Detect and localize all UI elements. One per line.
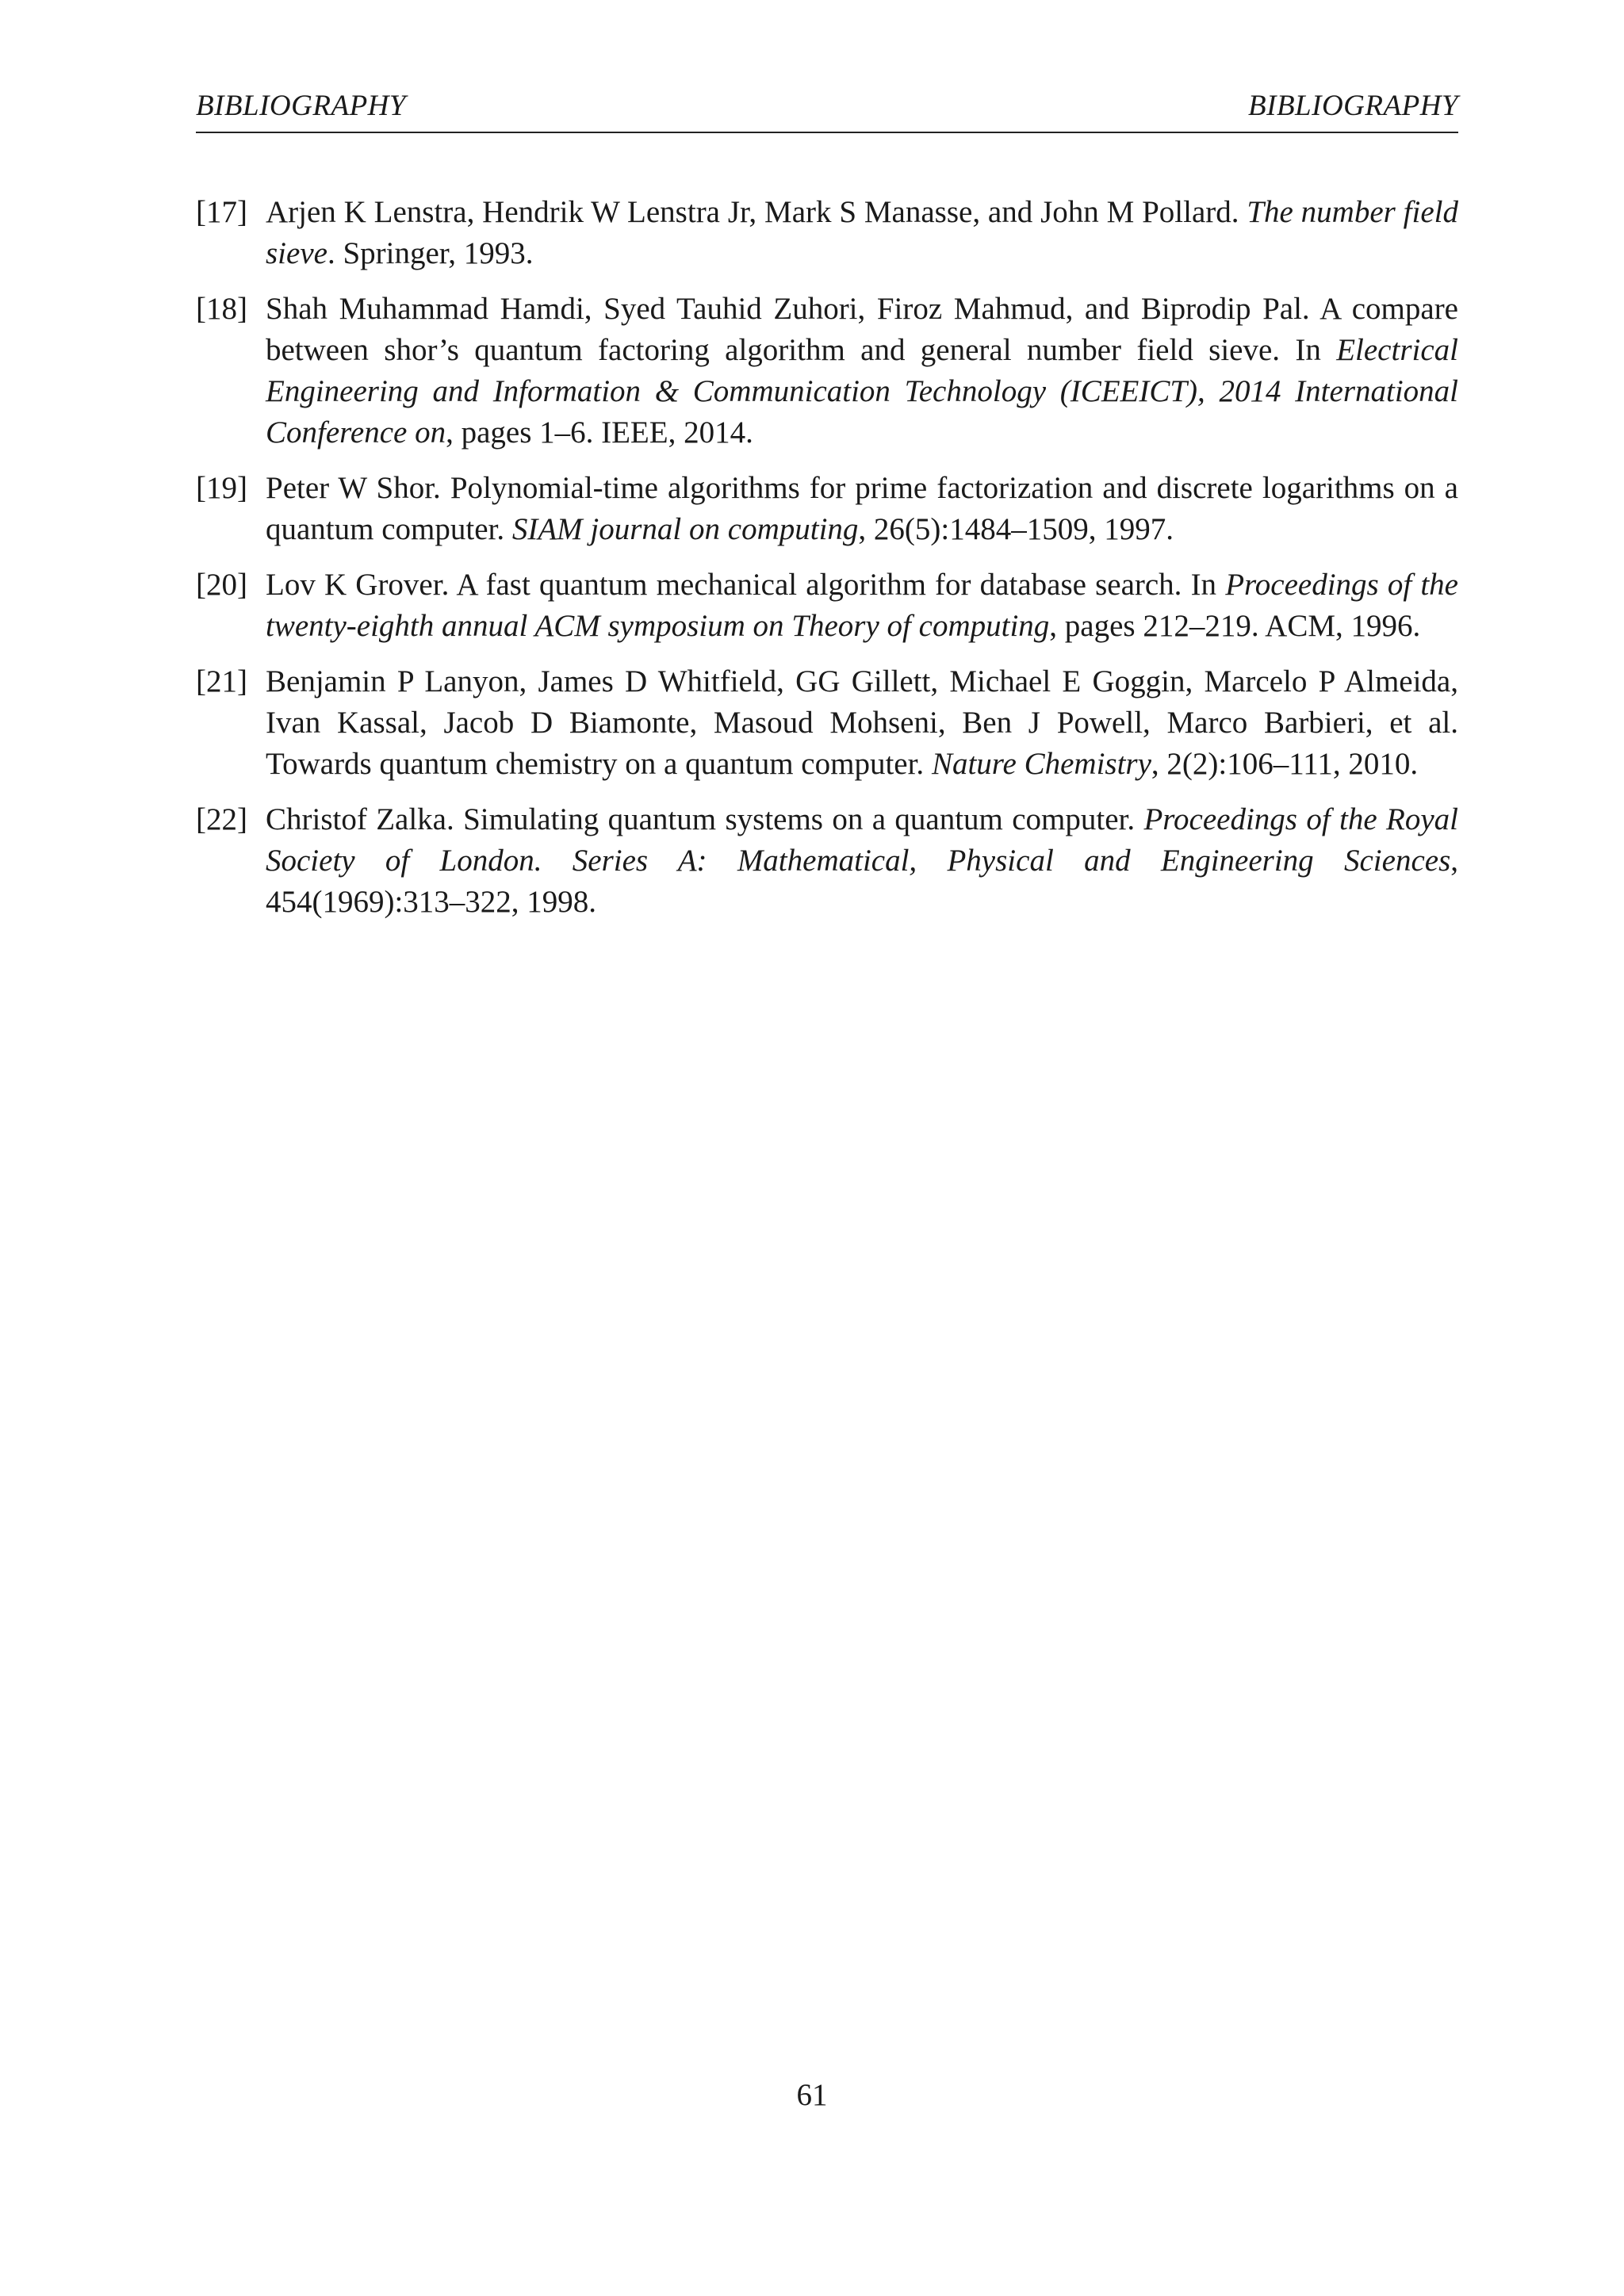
bib-venue: Nature Chemistry: [931, 747, 1151, 781]
bib-number: [17]: [196, 195, 247, 229]
bib-details: , pages 1–6. IEEE, 2014.: [446, 415, 753, 450]
bib-details: . Springer, 1993.: [327, 236, 534, 270]
bib-authors-title: Peter W Shor. Polynomial-time algorithms for prime factorization and discrete logarithms on a quantum computer.: [266, 471, 1458, 546]
bib-entry-20: [196, 564, 1458, 647]
bib-details: , 2(2):106–111, 2010.: [1151, 747, 1419, 781]
bib-venue: Proceedings of the twenty-eighth annual ACM symposium on Theory of computing: [266, 568, 1458, 643]
bib-venue: Electrical Engineering and Information & Communication Technology (ICEEICT), 2014 International Conference on: [266, 333, 1458, 450]
bib-number: [21]: [196, 664, 247, 698]
bib-authors-title: Arjen K Lenstra, Hendrik W Lenstra Jr, Mark S Manasse, and John M Pollard.: [266, 195, 1247, 229]
running-head: [196, 89, 1458, 133]
bib-venue: Proceedings of the Royal Society of London. Series A: Mathematical, Physical and Engineering Sciences: [266, 802, 1458, 878]
bib-text: [266, 468, 1458, 550]
bib-entry-19: [196, 468, 1458, 550]
bib-text: [266, 192, 1458, 274]
bibliography-list: [196, 192, 1458, 937]
bib-details: , 26(5):1484–1509, 1997.: [858, 512, 1174, 546]
running-head-left: BIBLIOGRAPHY: [196, 90, 406, 122]
bib-entry-22: [196, 799, 1458, 923]
page-number: 61: [796, 2078, 828, 2112]
bib-number: [18]: [196, 292, 247, 326]
bib-entry-18: [196, 289, 1458, 453]
bib-text: [266, 564, 1458, 647]
bib-text: [266, 799, 1458, 923]
bib-number: [22]: [196, 802, 247, 836]
bib-authors-title: Christof Zalka. Simulating quantum systems on a quantum computer.: [266, 802, 1144, 836]
bib-entry-17: [196, 192, 1458, 274]
bib-authors-title: Benjamin P Lanyon, James D Whitfield, GG Gillett, Michael E Goggin, Marcelo P Almeida, Ivan Kassal, Jacob D Biamonte, Masoud Mohseni, Ben J Powell, Marco Barbieri, et al. Towards quantum chemistry on a quantum computer.: [266, 664, 1458, 781]
bib-text: [266, 661, 1458, 785]
bib-details: , pages 212–219. ACM, 1996.: [1049, 609, 1421, 643]
bib-authors-title: Shah Muhammad Hamdi, Syed Tauhid Zuhori, Firoz Mahmud, and Biprodip Pal. A compare between shor’s quantum factoring algorithm and general number field sieve. In: [266, 292, 1458, 367]
bib-text: [266, 289, 1458, 453]
bib-number: [20]: [196, 568, 247, 602]
bib-details: , 454(1969):313–322, 1998.: [266, 844, 1458, 919]
bib-venue: SIAM journal on computing: [511, 512, 859, 546]
bib-entry-21: [196, 661, 1458, 785]
running-head-right: BIBLIOGRAPHY: [1248, 90, 1458, 122]
bib-number: [19]: [196, 471, 247, 505]
bib-authors-title: Lov K Grover. A fast quantum mechanical algorithm for database search. In: [266, 568, 1226, 602]
bib-venue: The number field sieve: [266, 195, 1458, 270]
